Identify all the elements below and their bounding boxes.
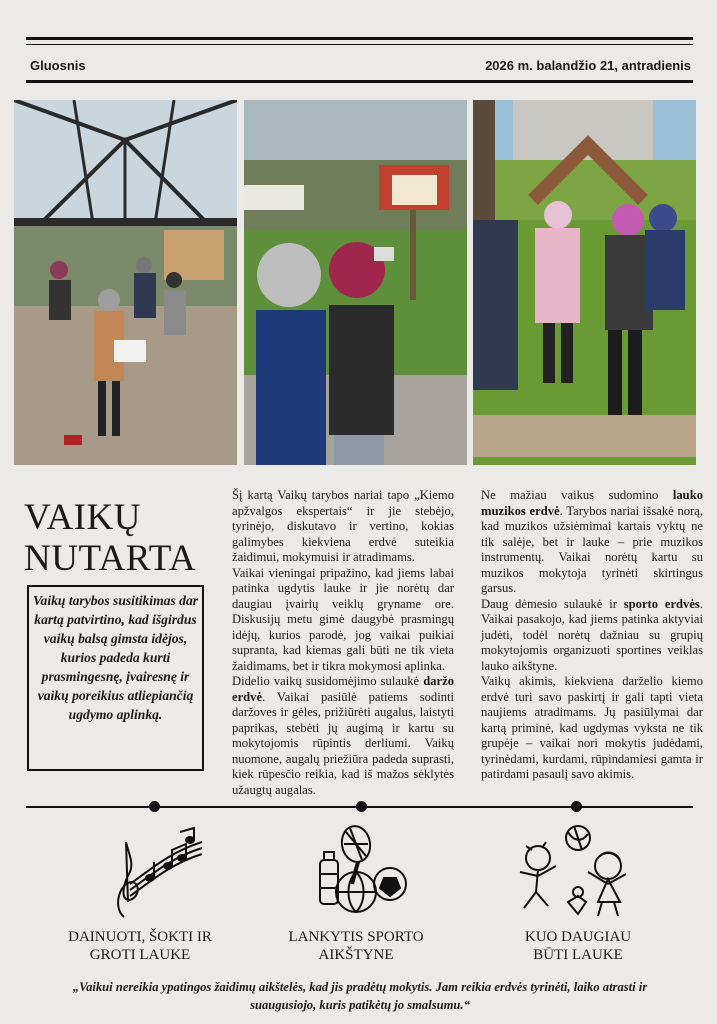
children-yard-photo <box>473 100 696 465</box>
timeline-dot-3 <box>571 801 582 812</box>
children-camera-photo <box>244 100 467 465</box>
newspaper-title: Gluosnis <box>30 58 86 73</box>
column-2-paragraph-2-post: . Vaikai pasakojo, kad jiems patinka aktyviai judėti, todėl norėtų dažniau su grupių mokytojomis organizuoti sportines veiklas lauko aikštyne. <box>481 596 703 673</box>
feature-caption-outdoors-line-2: BŪTI LAUKE <box>533 947 623 963</box>
greenhouse-photo <box>14 100 237 465</box>
music-area-highlight: lauko muzikos erdvė <box>481 488 703 518</box>
feature-caption-music-line-2: GROTI LAUKE <box>89 947 191 963</box>
column-1-paragraph-1: Šį kartą Vaikų tarybos nariai tapo „Kiemo apžvalgos ekspertais“ ir jie stebėjo, tyrinėjo, diskutavo ir vertino, kokias galimybes kiekviena erdvė suteikia žaidimui, mokymuisi ir atradimams. <box>232 488 454 564</box>
column-1-paragraph-3-post: . Vaikai pasiūlė patiems sodinti daržoves ir gėles, prižiūrėti augalus, laistyti paprikas, stebėti jų augimą ir kartu su mokytojomis rūpintis derliumi. Vaikų nuomone, augalų priežiūra padeda suprasti, kiek rūpesčio reikia, kad iš mažos sėklytės užaugtų augalas. <box>232 689 454 797</box>
article-column-2 <box>481 488 703 783</box>
header-rule-top-thin <box>26 44 693 45</box>
column-2-paragraph-3: Vaikų akimis, kiekviena darželio kiemo erdvė turi savo paskirtį ir gali tapti vieta naujiems atradimams. Jų pasiūlymai dar kartą priminė, kad ugdymas vyksta ne tik grupėje – vaikai nori mokytis judėdami, tyrinėdami, kurdami, rūpindamiesi gamta ir patirdami pasaulį savo akimis. <box>481 674 703 781</box>
column-1-paragraph-3 <box>232 674 454 798</box>
music-notes-icon <box>110 822 210 927</box>
article-column-1 <box>232 488 454 798</box>
article-headline <box>24 497 196 579</box>
garden-area-highlight: daržo erdvė <box>232 674 454 704</box>
feature-caption-music <box>40 928 240 964</box>
issue-date: 2026 m. balandžio 21, antradienis <box>485 58 691 73</box>
column-1-paragraph-3-pre: Didelio vaikų susidomėjimo sulaukė <box>232 674 424 688</box>
header-rule-bottom <box>26 80 693 83</box>
feature-caption-music-line-1: DAINUOTI, ŠOKTI IR <box>68 929 212 945</box>
feature-caption-sports <box>256 928 456 964</box>
sports-area-highlight: sporto erdvės <box>623 596 700 611</box>
closing-quote: „Vaikui nereikia ypatingos žaidimų aikštelės, kad jis pradėtų mokytis. Jam reikia erdvės tyrinėti, laiko atrasti ir suaugusiojo, kuris patikėtų jo smalsumu.“ <box>72 980 648 1012</box>
headline-line-1: VAIKŲ <box>24 497 141 538</box>
playing-children-icon <box>512 822 642 927</box>
column-2-paragraph-2 <box>481 597 703 675</box>
column-2-paragraph-1-post: . Tarybos nariai išsakė norą, kad muzikos užsiėmimai kartais vyktų ne tik salėje, bet ir lauke – prie muzikos instrumentų. Vaikai norėtų kartu su muzikos mokytoja tyrinėti skirtingus garsus. <box>481 503 704 595</box>
feature-caption-outdoors <box>478 928 678 964</box>
header-rule-top <box>26 37 693 40</box>
headline-line-2: NUTARTA <box>24 538 197 579</box>
summary-box: Vaikų tarybos susitikimas dar kartą patvirtino, kad išgirdus vaikų balsą gimsta idėjos, kurios padeda kurti prasmingesnę, įvairesnę ir vaikų poreikius atliepiančią ugdymo aplinką. <box>27 585 204 771</box>
sports-equipment-icon <box>312 822 412 927</box>
column-2-paragraph-1 <box>481 488 703 597</box>
column-2-paragraph-1-pre: Ne mažiau vaikus sudomino <box>481 488 673 502</box>
timeline-dot-1 <box>149 801 160 812</box>
timeline-dot-2 <box>356 801 367 812</box>
feature-caption-outdoors-line-1: KUO DAUGIAU <box>524 929 632 945</box>
feature-caption-sports-line-2: AIKŠTYNE <box>318 947 394 963</box>
column-1-paragraph-2: Vaikai vieningai pripažino, kad jiems labai patinka ugdytis lauke ir jie norėtų dar daugiau įvairių veiklų gryname ore. Diskusijų metu gimė daugybė prasmingų idėjų, kurios parodė, jog vaikai puikiai supranta, kad kiemas gali būti ne tik vieta žaidimams, bet ir tikra mokymosi aplinka. <box>232 565 454 673</box>
feature-caption-sports-line-1: LANKYTIS SPORTO <box>288 929 424 945</box>
column-2-paragraph-2-pre: Daug dėmesio sulaukė ir <box>481 596 624 611</box>
